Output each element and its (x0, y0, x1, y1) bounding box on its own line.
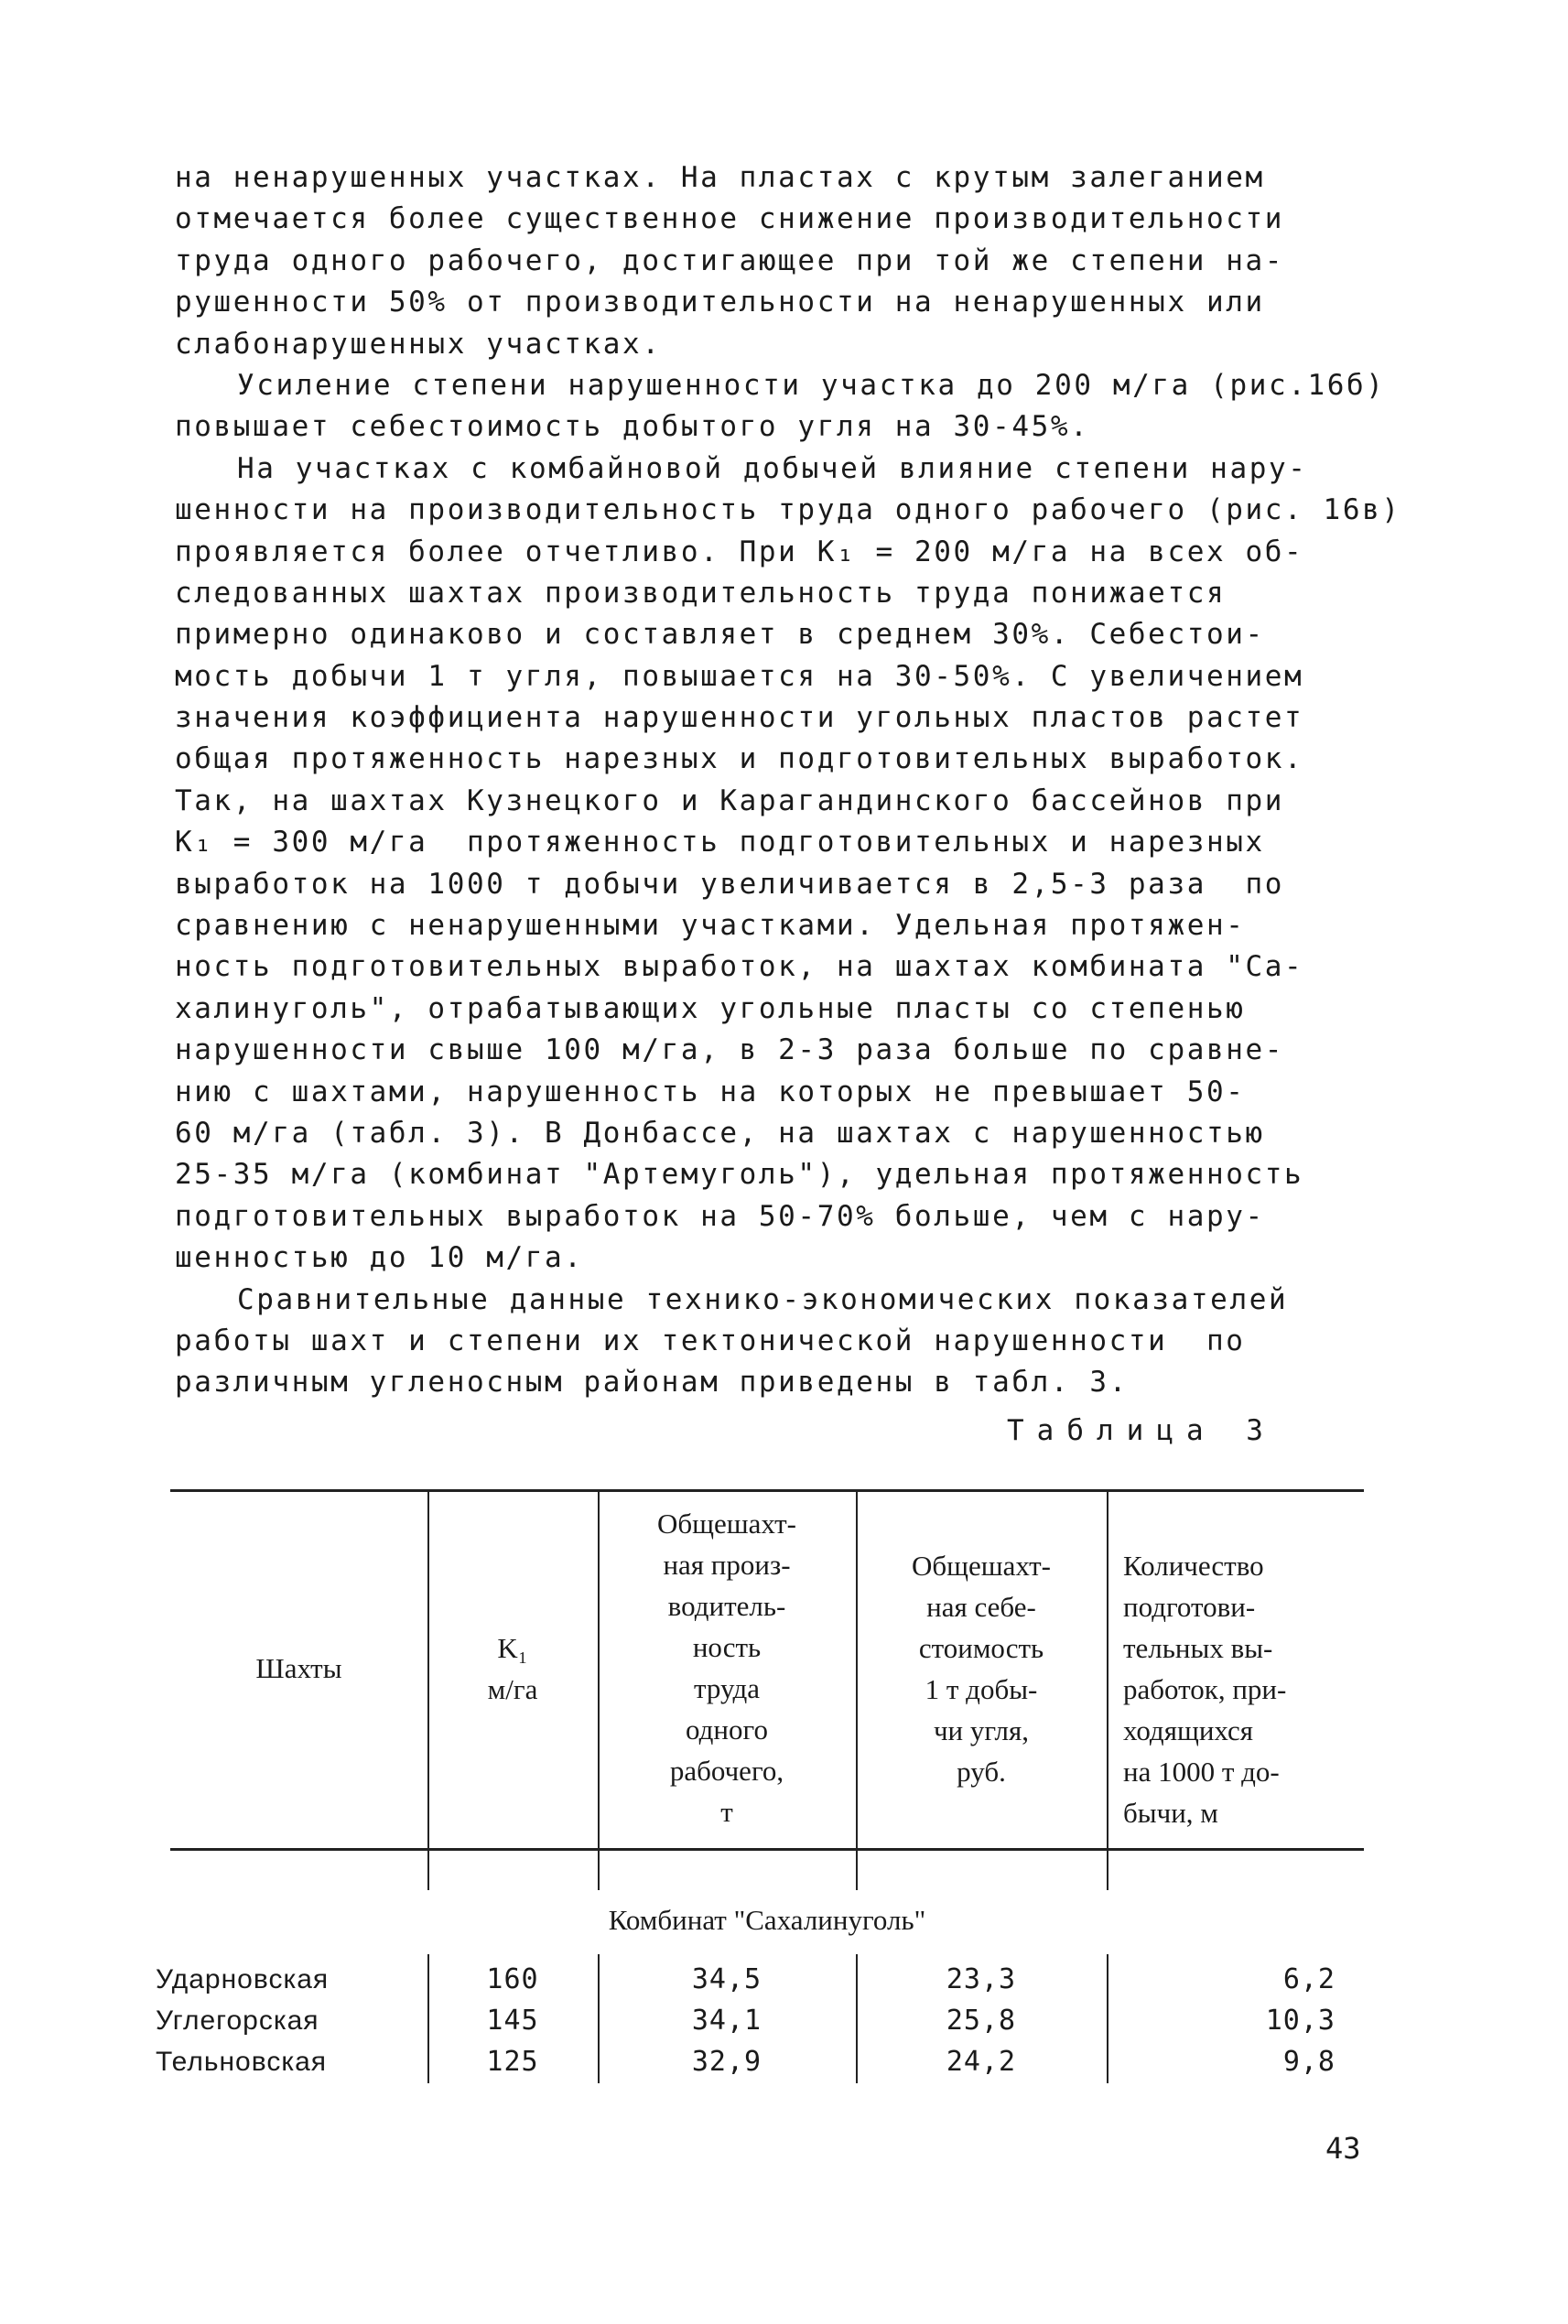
text-line: проявляется более отчетливо. При K₁ = 200 м/га на всех об- (175, 535, 1304, 568)
text-line: работы шахт и степени их тектонической нарушенности по (175, 1324, 1246, 1357)
row-mine-name: Углегорская (156, 2005, 319, 2036)
text-line: значения коэффициента нарушенности угольных пластов растет (175, 701, 1304, 735)
text-line: примерно одинаково и составляет в среднем 30%. Себестои- (175, 618, 1265, 652)
row-value: 145 (486, 2005, 539, 2037)
row-mine-name: Ударновская (156, 1964, 330, 1994)
header-workings: Количество подготови- тельных вы- работок, при- ходящихся на 1000 т до- бычи, м (1123, 1550, 1287, 1829)
text-line: мость добычи 1 т угля, повышается на 30-50%. С увеличением (175, 659, 1304, 693)
row-value: 34,1 (691, 2005, 762, 2037)
text-line: слабонарушенных участках. (175, 327, 662, 361)
text-line: 60 м/га (табл. 3). В Донбассе, на шахтах с нарушенностью (175, 1116, 1265, 1150)
text-line: На участках с комбайновой добычей влияние степени нару- (237, 451, 1308, 485)
header-k1: K₁ м/га (487, 1632, 538, 1705)
text-line: шенности на производительность труда одного рабочего (рис. 16в) (175, 493, 1401, 527)
text-line: подготовительных выработок на 50-70% больше, чем с нару- (175, 1199, 1265, 1233)
text-line: шенностью до 10 м/га. (175, 1241, 584, 1275)
header-mines: Шахты (255, 1652, 342, 1684)
text-line: сравнению с ненарушенными участками. Удельная протяжен- (175, 909, 1246, 943)
row-value: 34,5 (691, 1963, 762, 1995)
row-value: 10,3 (1265, 2005, 1336, 2037)
text-line: K₁ = 300 м/га протяженность подготовительных и нарезных (175, 826, 1265, 859)
text-line: следованных шахтах производительность труда понижается (175, 576, 1227, 610)
row-mine-name: Тельновская (156, 2047, 328, 2077)
text-line: повышает себестоимость добытого угля на 30-45%. (175, 410, 1090, 444)
text-line: общая протяженность нарезных и подготовительных выработок. (175, 742, 1304, 776)
text-line: Усиление степени нарушенности участка до 200 м/га (рис.16б) (237, 368, 1386, 402)
text-line: нию с шахтами, нарушенность на которых не превышает 50- (175, 1075, 1246, 1108)
text-line: различным угленосным районам приведены в табл. 3. (175, 1366, 1129, 1400)
text-line: труда одного рабочего, достигающее при той же степени на- (175, 243, 1285, 277)
header-cost: Общешахт- ная себе- стоимость 1 т добы- чи угля, руб. (911, 1550, 1052, 1788)
text-line: 25-35 м/га (комбинат "Артемуголь"), удельная протяженность (175, 1158, 1304, 1192)
row-value: 6,2 (1282, 1963, 1336, 1995)
text-line: халинуголь", отрабатывающих угольные пласты со степенью (175, 991, 1246, 1025)
group-title: Комбинат "Сахалинуголь" (608, 1904, 926, 1936)
row-value: 24,2 (946, 2046, 1017, 2078)
table-caption: Таблица 3 (1007, 1414, 1276, 1447)
header-productivity: Общешахт- ная произ- водитель- ность труда одного рабочего, т (656, 1508, 797, 1828)
row-value: 23,3 (946, 1963, 1017, 1995)
text-line: выработок на 1000 т добычи увеличивается в 2,5-3 раза по (175, 867, 1285, 901)
page-number: 43 (1325, 2131, 1361, 2166)
text-line: Так, на шахтах Кузнецкого и Карагандинского бассейнов при (175, 784, 1285, 817)
table-header-rule (170, 1848, 1364, 1851)
text-line: ность подготовительных выработок, на шахтах комбината "Са- (175, 950, 1304, 984)
text-line: рушенности 50% от производительности на ненарушенных или (175, 286, 1265, 319)
text-line: на ненарушенных участках. На пластах с крутым залеганием (175, 161, 1265, 194)
row-value: 160 (486, 1963, 539, 1995)
row-value: 25,8 (946, 2005, 1017, 2037)
text-line: отмечается более существенное снижение производительности (175, 202, 1285, 236)
row-value: 9,8 (1282, 2046, 1336, 2078)
row-value: 32,9 (691, 2046, 762, 2078)
row-value: 125 (486, 2046, 539, 2078)
text-line: нарушенности свыше 100 м/га, в 2-3 раза больше по сравне- (175, 1033, 1285, 1067)
body-text (175, 157, 1456, 1404)
table-top-rule (170, 1489, 1364, 1492)
text-line: Сравнительные данные технико-экономических показателей (237, 1282, 1289, 1316)
